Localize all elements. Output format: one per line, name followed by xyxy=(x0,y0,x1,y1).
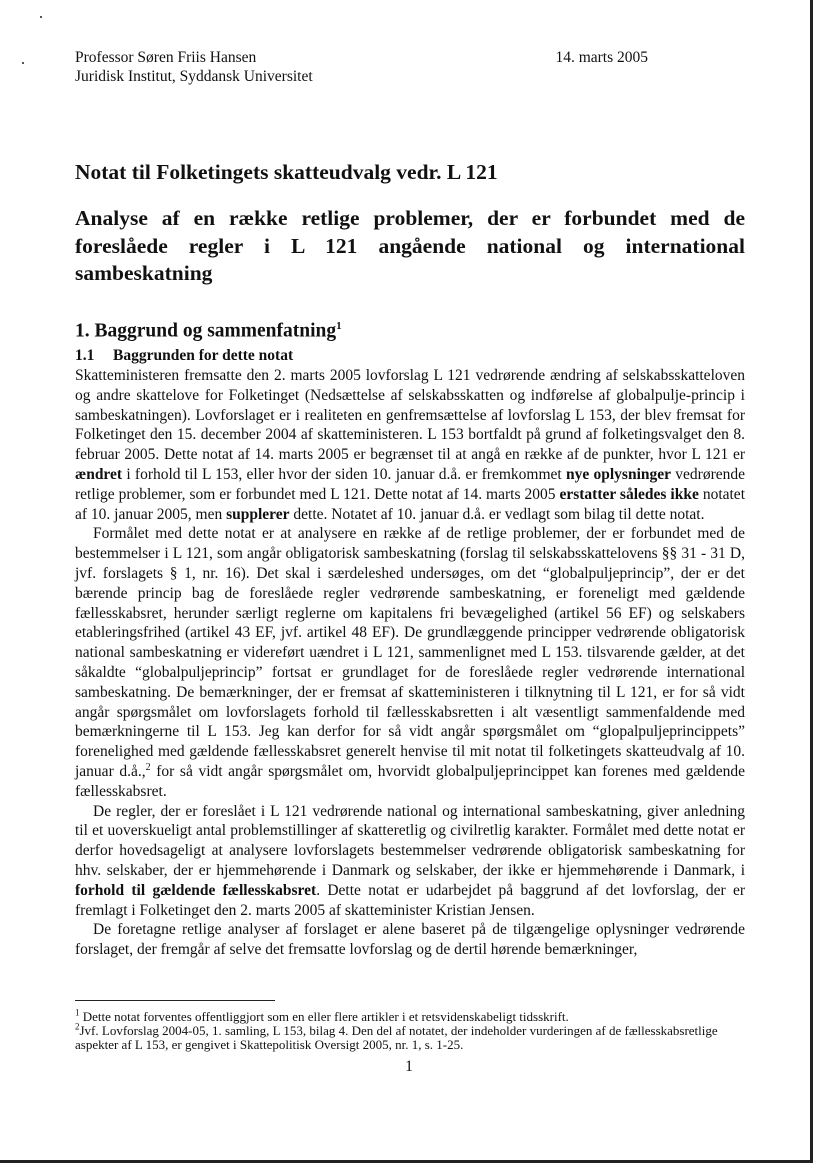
footnote-divider xyxy=(75,1000,275,1001)
scan-speck xyxy=(22,62,24,64)
text-run: for så vidt angår spørgsmålet om, hvorvidt globalpuljeprincippet kan forenes med gældende fællesskabsret. xyxy=(75,762,746,800)
author-name: Professor Søren Friis Hansen xyxy=(75,49,257,66)
paragraph-3 xyxy=(75,802,745,921)
section-heading-text: 1. Baggrund og sammenfatning xyxy=(75,320,337,342)
document-date: 14. marts 2005 xyxy=(555,49,648,66)
subsection-number: 1.1 xyxy=(75,347,95,364)
text-run: Skatteministeren fremsatte den 2. marts 2005 lovforslag L 121 vedrørende ændring af selskabsskatteloven og andre skattelove for Folketinget (Nedsættelse af selskabsskatten og indførelse af globalpulje-princip i sambeskatningen). Lovforslaget er i realiteten en genfremsættelse af lovforslag L 153, der blev fremsat for Folketinget den 15. december 2004 af skatteministeren. L 153 bortfaldt på grund af folketingsvalget den 8. februar 2005. Dette notat af 14. marts 2005 er begrænset til at angå en række af de punkter, hvor L 121 er xyxy=(75,367,745,464)
footnote-2 xyxy=(75,1021,745,1052)
main-title: Analyse af en række retlige problemer, der er forbundet med de foreslåede regler i L 121 angående national og international sambeskatning xyxy=(75,206,745,285)
text-run: notatet af 10. januar 2005, men xyxy=(75,485,745,523)
footnote-mark: 1 xyxy=(75,1007,80,1018)
paragraph-4: De foretagne retlige analyser af forslaget er alene baseret på de tilgængelige oplysninger vedrørende forslaget, der fremgår af selve det fremsatte lovforslag og de dertil hørende bemærkninger, xyxy=(75,921,745,959)
paragraph-2 xyxy=(75,524,745,801)
body-text xyxy=(75,366,745,960)
scan-speck xyxy=(40,16,42,18)
footnote-ref-1: 1 xyxy=(336,320,342,332)
author-institution: Juridisk Institut, Syddansk Universitet xyxy=(75,68,313,85)
footnote-1 xyxy=(75,1007,745,1024)
subsection-title: Baggrunden for dette notat xyxy=(113,347,294,364)
subsection-heading xyxy=(75,347,293,365)
footnote-text: Dette notat forventes offentliggjort som en eller flere artikler i et retsvidenskabeligt tidsskrift. xyxy=(82,1009,569,1024)
footnote-ref-2: 2 xyxy=(145,761,151,773)
text-run: vedrørende retlige problemer, som er forbundet med L 121. Dette notat af 14. marts 2005 xyxy=(75,465,745,503)
emphasis: ændret xyxy=(75,465,123,483)
text-run: De regler, der er foreslået i L 121 vedrørende national og international sambeskatning, giver anledning til et uoverskueligt antal problemstillinger af skatteretlig og civilretlig karakter. Formålet med dette notat er derfor hovedsageligt at analysere lovforslagets bestemmelser vedrørende obligatorisk sambeskatning for hhv. selskaber, der er hjemmehørende i Danmark og selskaber, der ikke er hjemmehørende i Danmark, i xyxy=(75,802,745,879)
emphasis: erstatter således ikke xyxy=(559,485,699,503)
text-run: i forhold til L 153, eller hvor der siden 10. januar d.å. er fremkommet xyxy=(122,465,566,483)
emphasis: nye oplysninger xyxy=(565,465,672,483)
footnotes xyxy=(75,1007,745,1052)
page-number: 1 xyxy=(405,1058,413,1075)
notat-title: Notat til Folketingets skatteudvalg vedr. L 121 xyxy=(75,160,498,184)
text-run: Formålet med dette notat er at analysere en række af de retlige problemer, der er forbundet med de bestemmelser i L 121, som angår obligatorisk sambeskatning (forslag til selskabsskattelovens §§ 31 - 31 D, jvf. forslagets § 1, nr. 16). Det skal i særdeleshed undersøges, om det “globalpuljeprincip”, der er det bærende princip bag de foreslåede regler vedrørende sambeskatning, er foreneligt med gældende fællesskabsret, herunder særligt reglerne om kapitalens fri bevægelighed (artikel 56 EF) og selskabers etableringsfrihed (artikel 43 EF, jvf. artikel 48 EF). De grundlæggende principper vedrørende obligatorisk national sambeskatning er videreført uændret i L 121, sammenlignet med L 153. tilsvarende gælder, at det såkaldte “globalpuljeprincip” fortsat er grundlaget for de foreslåede regler vedrørende international sambeskatning. De bemærkninger, der er fremsat af skatteministeren i tilknytning til L 121, er for så vidt angår spørgsmålet om lovforslagets forhold til fællesskabsretten i alt væsentligt sammenfaldende med bemærkningerne til L 153. Jeg kan derfor for så vidt angår spørgsmålet om “glopalpuljeprincippets” forenelighed med gældende fællesskabsret generelt henvise til mit notat til folketingets skatteudvalg af 10. januar d.å., xyxy=(75,525,745,780)
paragraph-1 xyxy=(75,366,745,524)
emphasis: supplerer xyxy=(226,505,290,523)
text-run: dette. Notatet af 10. januar d.å. er vedlagt som bilag til dette notat. xyxy=(289,505,705,523)
emphasis: forhold til gældende fællesskabsret xyxy=(75,881,317,899)
footnote-text: Jvf. Lovforslag 2004-05, 1. samling, L 153, bilag 4. Den del af notatet, der indeholder vurderingen af de fællesskabsretlige aspekter af L 153, er gengivet i Skattepolitisk Oversigt 2005, nr. 1, s. 1-25. xyxy=(75,1023,718,1052)
document-header xyxy=(75,48,648,86)
text-run: . Dette notat er udarbejdet på baggrund af det lovforslag, der er fremlagt i Folketinget den 2. marts 2005 af skatteminister Kristian Jensen. xyxy=(75,881,745,919)
footnote-mark: 2 xyxy=(75,1021,80,1032)
section-heading xyxy=(75,320,342,343)
